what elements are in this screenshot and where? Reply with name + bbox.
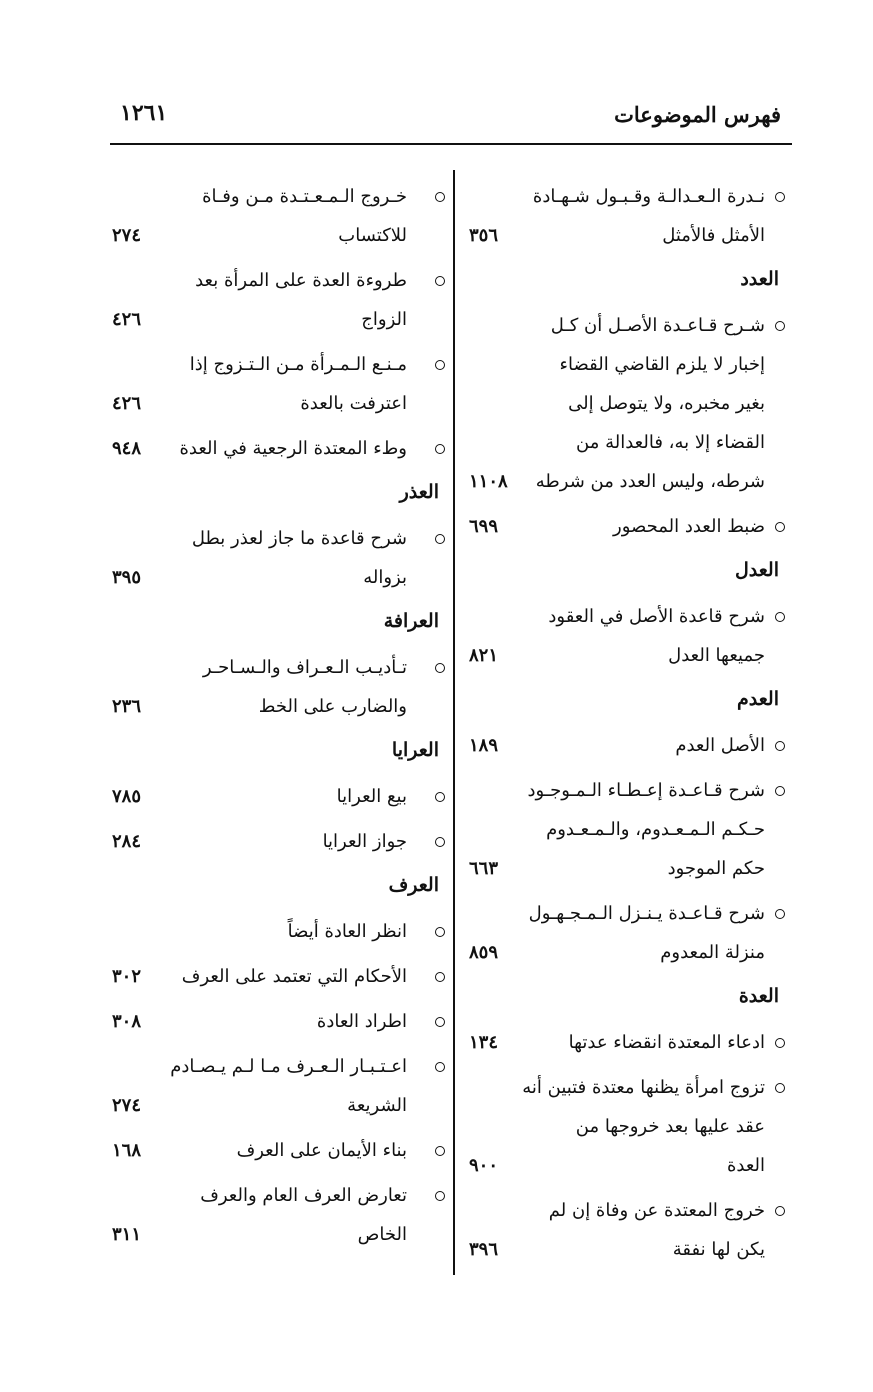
entry-line: اعـتـبـار الـعـرف مـا لـم يـصـادم [170,1056,407,1077]
entry-page-number: ٣٩٥ [112,567,142,588]
bullet-icon [435,1146,445,1156]
entry-line: ضبط العدد المحصور [613,516,765,537]
entry-page-number: ١٦٨ [112,1140,142,1161]
entry-line: حـكـم الـمـعـدوم، والـمـعـدوم [546,819,765,840]
bullet-icon [435,360,445,370]
entry-line: شرطه، وليس العدد من شرطه [535,471,765,492]
entry-line: شرح قـاعـدة إعـطـاء الـمـوجـود [527,780,765,801]
bullet-icon [435,276,445,286]
bullet-icon [435,1062,445,1072]
bullet-icon [775,192,785,202]
entry-line: طروءة العدة على المرأة بعد [195,270,407,291]
entry-line: شرح قاعدة الأصل في العقود [548,606,765,627]
index-heading: العرف [388,874,439,896]
bullet-icon [435,192,445,202]
entry-line: الشريعة [347,1095,407,1116]
entry-line: نـدرة الـعـدالـة وقـبـول شـهـادة [532,186,765,207]
page-header [112,100,781,134]
entry-page-number: ٣٠٨ [112,1011,142,1032]
entry-line: تعارض العرف العام والعرف [200,1185,407,1206]
entry-line: الأحكام التي تعتمد على العرف [181,966,407,987]
bullet-icon [775,786,785,796]
entry-line: بزواله [363,567,407,588]
entry-line: الأصل العدم [675,735,765,756]
entry-line: عقد عليها بعد خروجها من [575,1116,765,1137]
bullet-icon [775,909,785,919]
entry-line: العدة [726,1155,765,1176]
bullet-icon [775,741,785,751]
bullet-icon [435,1017,445,1027]
entry-line: اطراد العادة [316,1011,407,1032]
entry-page-number: ٨٢١ [469,645,499,666]
entry-line: شرح قاعدة ما جاز لعذر بطل [191,528,407,549]
entry-line: ادعاء المعتدة انقضاء عدتها [568,1032,765,1053]
entry-line: جواز العرايا [322,831,407,852]
page-number: ١٢٦١ [120,100,168,126]
entry-page-number: ٤٢٦ [112,393,142,414]
bullet-icon [435,927,445,937]
entry-line: الزواج [361,309,407,330]
entry-line: تزوج امرأة يظنها معتدة فتبين أنه [522,1077,765,1098]
entry-page-number: ٦٦٣ [469,858,499,879]
entry-page-number: ٦٩٩ [469,516,499,537]
entry-page-number: ١٣٤ [469,1032,499,1053]
entry-line: الخاص [357,1224,407,1245]
entry-line: مـنـع الـمـرأة مـن الـتـزوج إذا [189,354,407,375]
bullet-icon [435,792,445,802]
bullet-icon [775,1206,785,1216]
entry-line: اعترفت بالعدة [300,393,407,414]
entry-page-number: ٣١١ [112,1224,142,1245]
entry-line: الأمثل فالأمثل [662,225,765,246]
entry-page-number: ٣٠٢ [112,966,142,987]
index-heading: العرايا [391,739,439,761]
bullet-icon [435,1191,445,1201]
entry-line: جميعها العدل [668,645,765,666]
entry-line: يكن لها نفقة [672,1239,765,1260]
entry-line: خروج المعتدة عن وفاة إن لم [548,1200,765,1221]
bullet-icon [775,1083,785,1093]
entry-page-number: ٧٨٥ [112,786,142,807]
entry-page-number: ١١٠٨ [469,471,508,492]
entry-line: والضارب على الخط [258,696,407,717]
entry-line: حكم الموجود [667,858,765,879]
column-divider [453,170,455,1275]
running-title: فهرس الموضوعات [614,102,781,127]
entry-page-number: ٣٥٦ [469,225,499,246]
entry-line: وطء المعتدة الرجعية في العدة [179,438,407,459]
entry-line: إخبار لا يلزم القاضي القضاء [559,354,765,375]
entry-line: خـروج الـمـعـتـدة مـن وفـاة [202,186,407,207]
entry-page-number: ٢٧٤ [112,1095,142,1116]
entry-line: للاكتساب [338,225,407,246]
bullet-icon [775,612,785,622]
entry-line: منزلة المعدوم [660,942,765,963]
index-heading: العدد [740,268,779,290]
bullet-icon [775,522,785,532]
entry-line: بناء الأيمان على العرف [236,1140,407,1161]
bullet-icon [775,1038,785,1048]
entry-page-number: ٩٤٨ [112,438,142,459]
bullet-icon [775,321,785,331]
bullet-icon [435,444,445,454]
bullet-icon [435,663,445,673]
index-heading: العدم [737,688,779,710]
index-heading: العدة [738,985,779,1007]
entry-page-number: ٢٣٦ [112,696,142,717]
entry-page-number: ٣٩٦ [469,1239,499,1260]
header-rule [110,143,792,145]
entry-line: القضاء إلا به، فالعدالة من [576,432,765,453]
bullet-icon [435,972,445,982]
index-heading: العرافة [383,610,439,632]
entry-line: بغير مخبره، ولا يتوصل إلى [568,393,765,414]
index-heading: العذر [399,481,439,503]
entry-line: انظر العادة أيضاً [287,921,407,942]
entry-page-number: ٢٨٤ [112,831,142,852]
index-heading: العدل [734,559,779,581]
entry-line: تـأديـب الـعـراف والـسـاحـر [202,657,407,678]
bullet-icon [435,837,445,847]
entry-page-number: ٩٠٠ [469,1155,499,1176]
entry-page-number: ٢٧٤ [112,225,142,246]
entry-page-number: ٤٢٦ [112,309,142,330]
entry-page-number: ١٨٩ [469,735,499,756]
entry-line: شرح قـاعـدة يـنـزل الـمـجـهـول [528,903,765,924]
entry-line: بيع العرايا [336,786,407,807]
entry-line: شـرح قـاعـدة الأصـل أن كـل [550,315,765,336]
bullet-icon [435,534,445,544]
entry-page-number: ٨٥٩ [469,942,499,963]
